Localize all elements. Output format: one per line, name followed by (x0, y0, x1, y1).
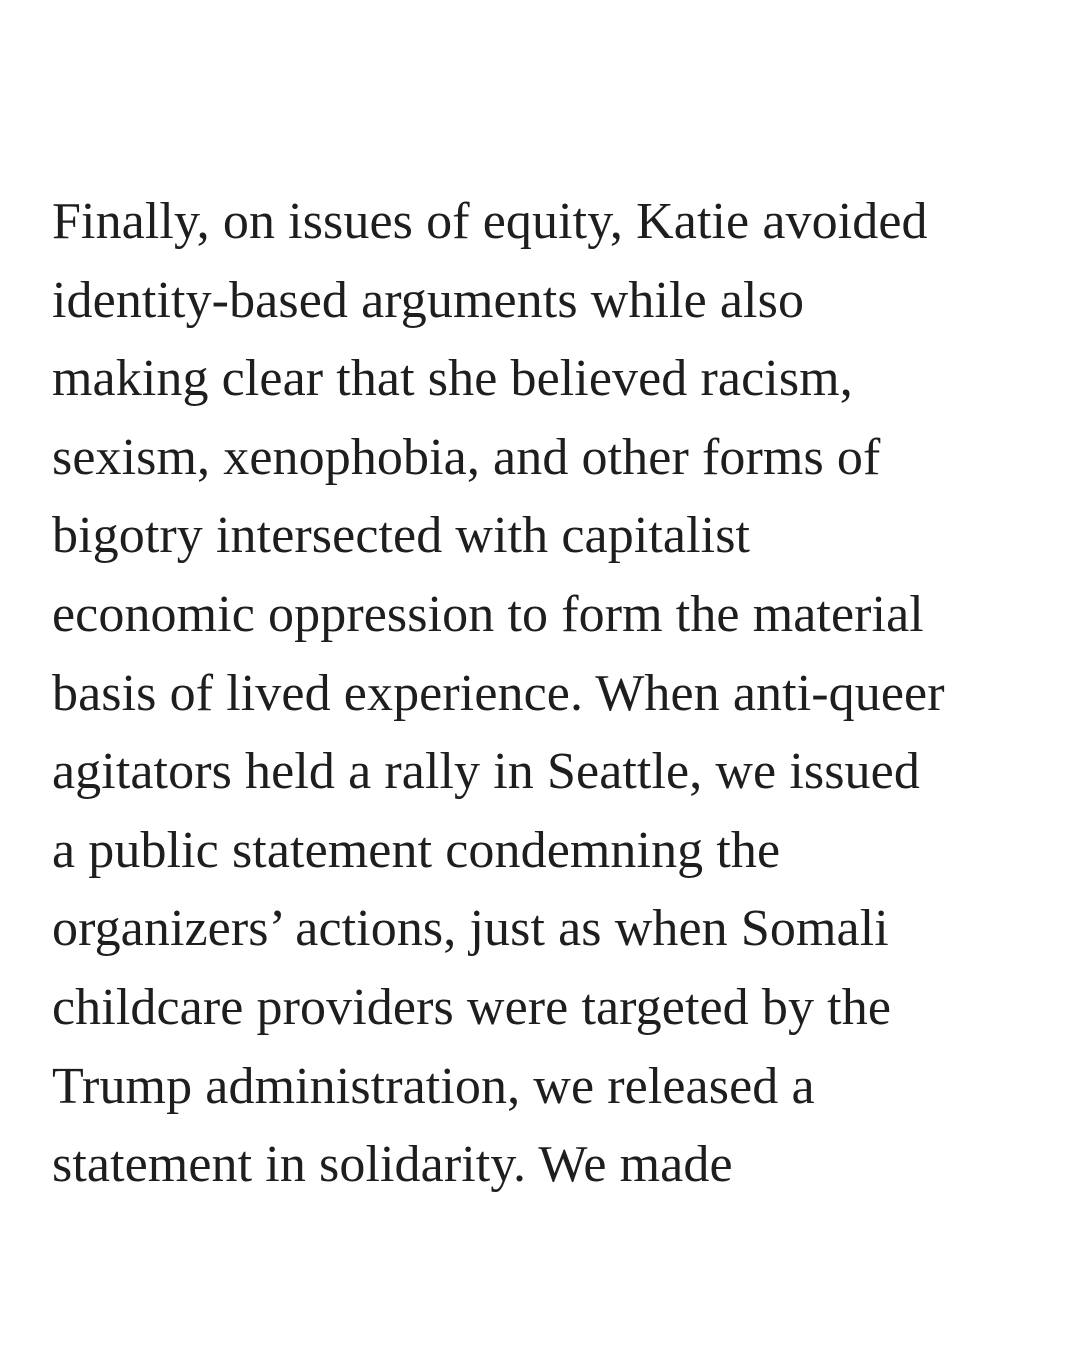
paragraph-line: statement in solidarity. We made (52, 1136, 733, 1194)
paragraph-line: a public statement condemning the (52, 821, 781, 879)
paragraph-line: Trump administration, we released a (52, 1057, 815, 1115)
paragraph-line: economic oppression to form the material (52, 585, 924, 643)
paragraph-line: making clear that she believed racism, (52, 350, 853, 408)
paragraph-line: identity-based arguments while also (52, 271, 805, 329)
paragraph-line: basis of lived experience. When anti-queer (52, 664, 945, 722)
paragraph-line: bigotry intersected with capitalist (52, 507, 751, 565)
paragraph-line: Finally, on issues of equity, Katie avoided (52, 193, 928, 250)
paragraph-line: sexism, xenophobia, and other forms of (52, 428, 881, 486)
article-body (52, 183, 1062, 1205)
paragraph-line: organizers’ actions, just as when Somali (52, 900, 889, 958)
paragraph-line: childcare providers were targeted by the (52, 978, 891, 1036)
paragraph-line: agitators held a rally in Seattle, we issued (52, 743, 920, 801)
